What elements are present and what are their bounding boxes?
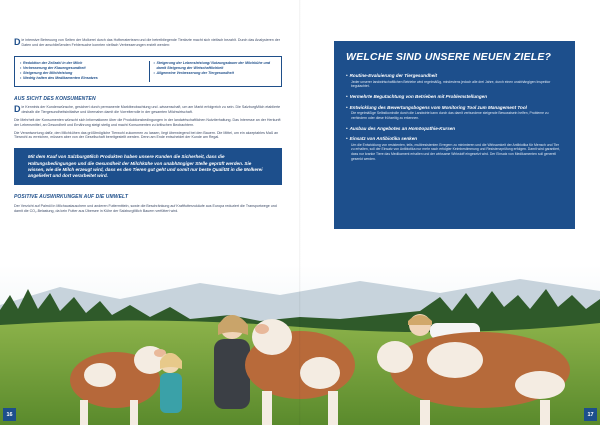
goal-heading-text: Vermehrte Begutachtung von Betrieben mit Problemstellungen bbox=[349, 94, 488, 100]
goal-item bbox=[346, 94, 563, 99]
page-number-right: 17 bbox=[584, 408, 597, 421]
improvement-item: • Niedrig halten des Medikamenten Einsatzes bbox=[20, 76, 143, 81]
consumer-paragraph-3: Die Verantwortung dafür, den Milchkühen das größtmögliche Tierwohl zukommen zu lassen, liegt überwiegend bei den Bauern. Die Mittel, um ein akzeptables Maß an Tierwohl zu erreichen, müssen aber von der Gesellschaft bereitgestellt werden. Denn am Ende entscheidet der Kunde am Regal. bbox=[14, 130, 279, 140]
goal-heading-text: Einsatz von Antibiotika senken bbox=[349, 136, 418, 142]
goal-item bbox=[346, 105, 563, 121]
consumer-dropcap: D bbox=[14, 104, 21, 115]
goal-heading-text: Ausbau des Angebotes an Homöopathie-Kursen bbox=[349, 125, 456, 131]
goal-item bbox=[346, 126, 563, 131]
goal-heading bbox=[346, 73, 563, 78]
improvement-item: • Steigerung der Milchleistung bbox=[20, 71, 143, 76]
goal-text: Jeder unserer landwirtschaftlichen Betriebe wird regelmäßig, mindestens jedoch alle drei Jahre, durch einen unabhängigen Inspektor begutachtet. bbox=[351, 79, 551, 89]
consumer-paragraph-1-text: ie Kenntnis der Kundenwünsche, gesichert durch permanente Marktbeobachtung und -wissenschaft, um am Markt erfolgreich zu sein. Die SalzburgMilch etablierte deshalb die Tiergesundheitsinitiative und übernahm damit die Vorreiterrolle in der gesamten Milchwirtschaft. bbox=[21, 105, 281, 115]
page-fold bbox=[299, 0, 301, 425]
consumer-paragraph-2: Die Mehrheit der Konsumenten wünscht sich Informationen über die Produktionsbedingungen in der landwirtschaftlichen Nutztierhaltung. Das Interesse an der Herkunft der Lebensmittel, an Gesundheit und Ernährung steigt stetig und macht Konsumenten zu kritischen Beobachtern. bbox=[14, 117, 281, 127]
environment-paragraph: Der Verzicht auf Palmöl in Milchaustauschern und anderen Futtermitteln, sowie die Beschränkung auf Kraftfutterzukäufe aus Europa reduziert die Transportwege und damit die CO₂-Belastung, da kein Futter aus Übersee in Kühe der SalzburgMilch Bauern verfüttert wird. bbox=[14, 203, 277, 213]
quote-box: Mit dem Kauf von SalzburgMilch Produkten haben unsere Kunden die Sicherheit, dass die Haltungsbedingungen und die Gesundheit der Milchkühe von unabhängiger Stelle geprüft werden. Sie wissen, wie die Milch erzeugt wird, dass es den Tieren gut geht und somit nur beste Qualität in die Molkerei angeliefert und dort verarbeitet wird. bbox=[14, 148, 282, 185]
bullet-icon: • bbox=[346, 125, 348, 131]
improvement-item: • Reduktion der Zellzahl in der Milch bbox=[20, 61, 143, 66]
improvement-item: • Steigerung der Lebensleistung/ Nutzungsdauer der Milchkühe und damit Steigerung der Wirtschaftlichkeit bbox=[154, 61, 277, 71]
intro-text: ie intensive Betreuung von Seiten der Molkerei durch das Hofberaterteam und die betreibliegende Tierärzte macht sich vielfach bezahlt. Durch das Analysieren der Daten und der anschließenden Fehlersuche konnten vielfach Verbesserungen erzielt werden: bbox=[21, 38, 280, 47]
goal-item bbox=[346, 73, 563, 89]
improvement-item: • Allgemeine Verbesserung der Tiergesundheit bbox=[154, 71, 277, 76]
left-page-content bbox=[14, 38, 282, 214]
bullet-icon: • bbox=[346, 104, 348, 110]
improvements-list-1 bbox=[20, 61, 143, 82]
goal-heading bbox=[346, 136, 563, 141]
goals-panel bbox=[334, 41, 575, 229]
goal-text: Um die Entwicklung von resistenten, teils, multiresistenten Erregern zu minimieren und die Wirksamkeit der Antibiotika für Mensch und Tier zu erhalten, soll der Einsatz von Antibiotika nur mehr nach erfolgter Keimbestimmung und Resistenzprüfung erfolgen. Damit wird garantiert, dass nur kranke Tiere das Medikament erhalten und der wirksame Wirkstoff eingesetzt wird. Der Einsatz von Medikamenten soll generell gesenkt werden. bbox=[351, 142, 561, 161]
bullet-icon: • bbox=[346, 94, 348, 100]
goal-heading bbox=[346, 105, 563, 110]
bullet-icon: • bbox=[346, 73, 348, 78]
bullet-icon: • bbox=[346, 136, 348, 142]
goal-heading-text: Entwicklung des Bewertungsbogens vom Monitoring Tool zum Management Tool bbox=[349, 104, 527, 110]
goal-heading-text: Routine-Evaluierung der Tiergesundheit bbox=[349, 73, 438, 78]
child-girl bbox=[160, 353, 182, 413]
goals-title: WELCHE SIND UNSERE NEUEN ZIELE? bbox=[346, 51, 552, 63]
consumer-heading: AUS SICHT DES KONSUMENTEN bbox=[14, 95, 96, 102]
consumer-paragraph-1 bbox=[14, 105, 282, 115]
goal-item bbox=[346, 136, 563, 161]
improvement-item: • Verbesserung der Klauengesundheit bbox=[20, 66, 143, 71]
environment-heading: POSITIVE AUSWIRKUNGEN AUF DIE UMWELT bbox=[14, 194, 128, 201]
goal-text: Die regelmäßige Selbstkontrolle durch die Landwirte kann durch das damit verbundene steigende Bewusstsein helfen, Probleme zu verhindern oder diese frühzeitig zu erkennen. bbox=[351, 111, 549, 120]
goal-heading bbox=[346, 94, 563, 99]
improvements-list-2 bbox=[149, 61, 277, 82]
goal-heading bbox=[346, 126, 563, 131]
intro-paragraph bbox=[14, 38, 282, 48]
page-number-left: 16 bbox=[3, 408, 16, 421]
improvements-box bbox=[14, 56, 282, 87]
woman bbox=[214, 315, 250, 409]
intro-dropcap: D bbox=[14, 37, 21, 47]
